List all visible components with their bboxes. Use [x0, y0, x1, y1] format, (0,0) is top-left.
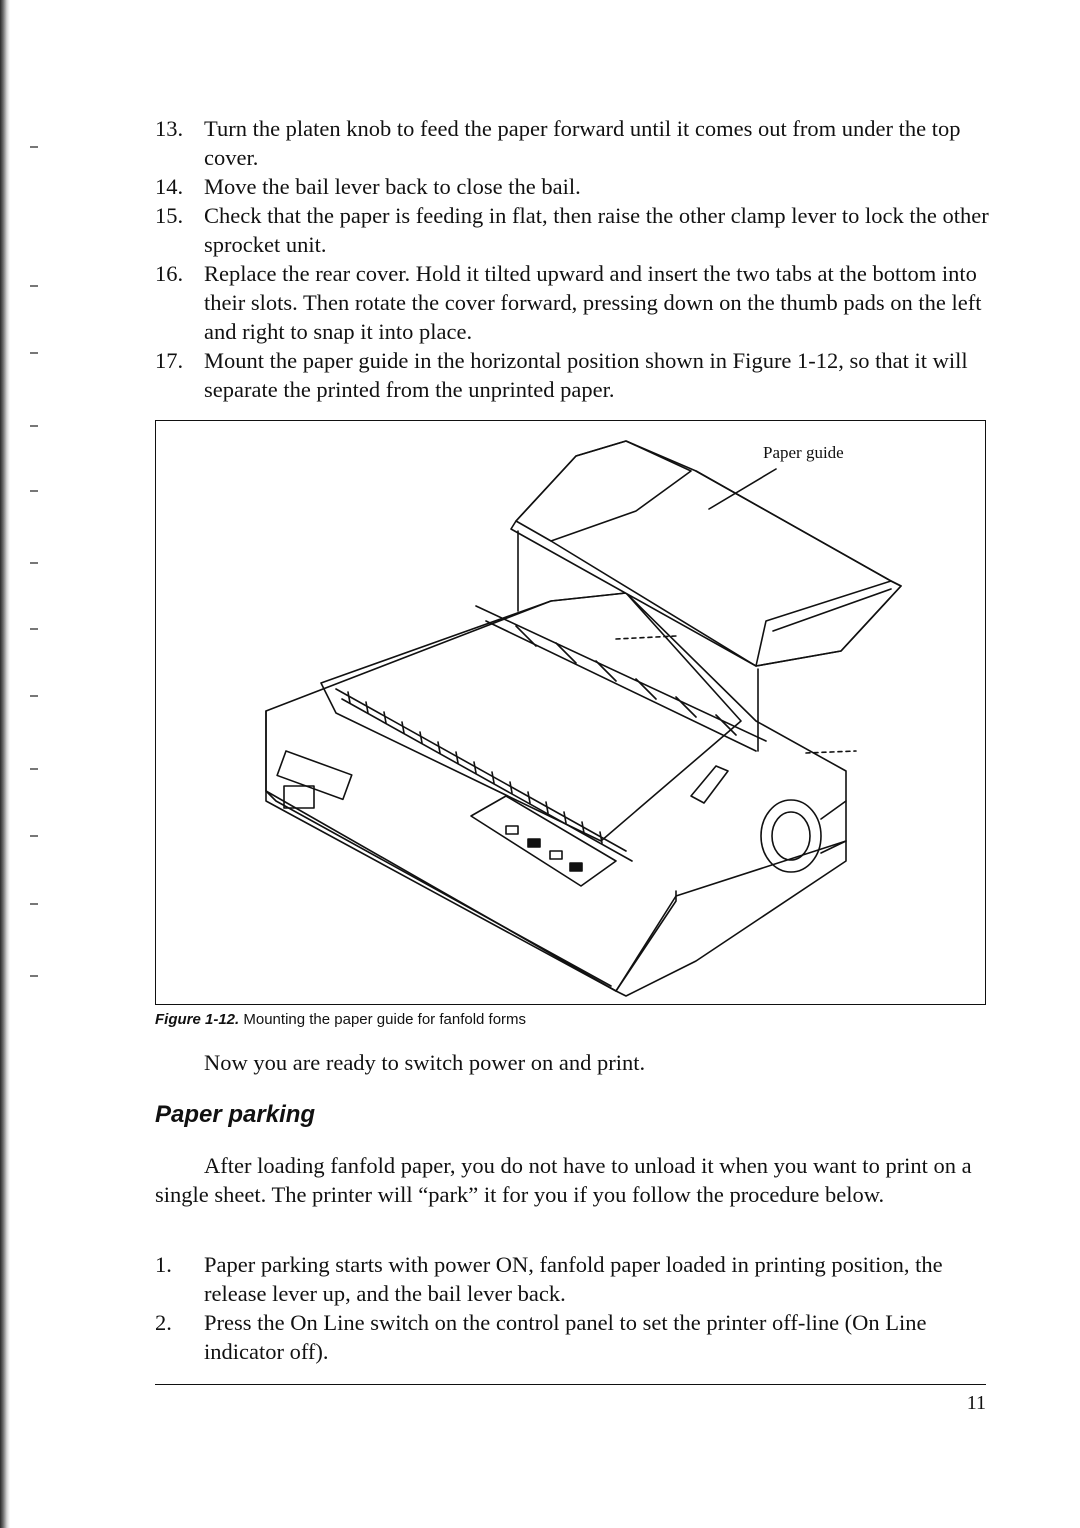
step-text: Paper parking starts with power ON, fanfold paper loaded in printing position, the release lever up, and the bail lever back.	[204, 1252, 943, 1306]
step-text: Press the On Line switch on the control panel to set the printer off-line (On Line indicator off).	[204, 1310, 927, 1364]
footer-rule	[155, 1384, 986, 1385]
step-number: 1.	[155, 1252, 172, 1277]
step-item	[155, 201, 995, 259]
step-item	[155, 1308, 995, 1366]
page-number: 11	[966, 1392, 986, 1414]
page-binding-edge	[0, 0, 10, 1528]
step-number: 15.	[155, 203, 184, 228]
scan-speck	[30, 835, 38, 837]
scan-speck	[30, 695, 38, 697]
printer-illustration	[156, 421, 984, 1003]
procedure-steps-bottom	[155, 1250, 995, 1366]
figure-caption-text: Mounting the paper guide for fanfold forms	[243, 1011, 527, 1028]
step-item	[155, 172, 995, 201]
step-item	[155, 346, 995, 404]
step-text: Replace the rear cover. Hold it tilted upward and insert the two tabs at the bottom into their slots. Then rotate the cover forward, pressing down on the thumb pads on the left and right to snap it into place.	[204, 261, 982, 344]
figure-frame	[155, 420, 986, 1005]
scan-speck	[30, 146, 38, 148]
step-text: Move the bail lever back to close the bail.	[204, 174, 581, 199]
paper-guide-callout: Paper guide	[763, 443, 844, 462]
step-item	[155, 114, 995, 172]
scan-speck	[30, 975, 38, 977]
step-number: 16.	[155, 261, 184, 286]
step-item	[155, 259, 995, 346]
scan-speck	[30, 628, 38, 630]
step-number: 2.	[155, 1310, 172, 1335]
scan-speck	[30, 425, 38, 427]
scan-speck	[30, 490, 38, 492]
scan-speck	[30, 285, 38, 287]
figure-caption	[155, 1011, 526, 1028]
scan-speck	[30, 768, 38, 770]
step-number: 17.	[155, 348, 184, 373]
step-number: 13.	[155, 116, 184, 141]
ready-sentence: Now you are ready to switch power on and print.	[204, 1050, 646, 1075]
scan-speck	[30, 903, 38, 905]
step-item	[155, 1250, 995, 1308]
section-heading: Paper parking	[155, 1101, 316, 1128]
scan-speck	[30, 352, 38, 354]
section-intro: After loading fanfold paper, you do not have to unload it when you want to print on a single sheet. The printer will “park” it for you if you follow the procedure below.	[155, 1153, 972, 1207]
step-text: Check that the paper is feeding in flat, then raise the other clamp lever to lock the other sprocket unit.	[204, 203, 989, 257]
scan-speck	[30, 562, 38, 564]
step-text: Turn the platen knob to feed the paper forward until it comes out from under the top cover.	[204, 116, 961, 170]
procedure-steps-top	[155, 114, 995, 404]
step-number: 14.	[155, 174, 184, 199]
figure-caption-label: Figure 1-12.	[155, 1011, 240, 1028]
step-text: Mount the paper guide in the horizontal position shown in Figure 1-12, so that it will separate the printed from the unprinted paper.	[204, 348, 968, 402]
